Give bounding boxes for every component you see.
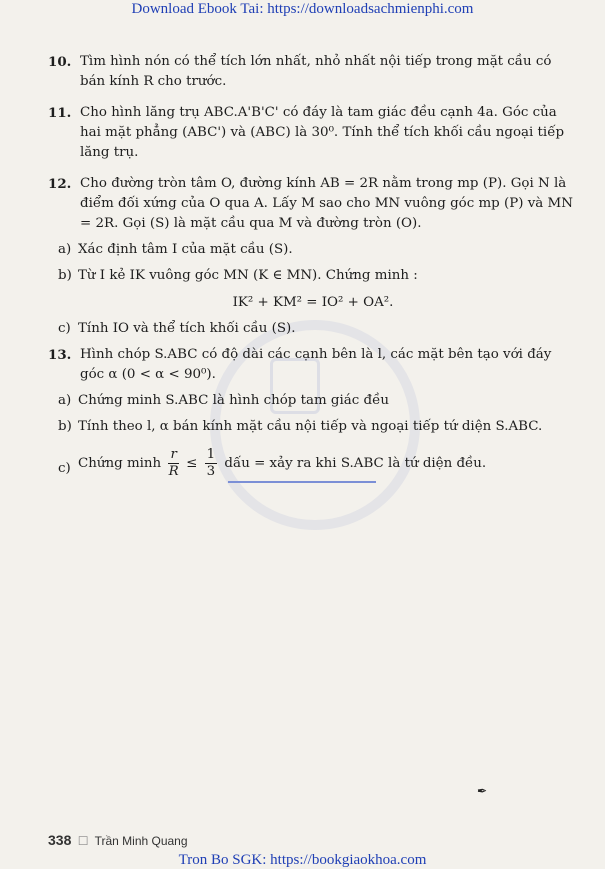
problem-text: Hình chóp S.ABC có độ dài các cạnh bên là l, các mặt bên tạo với đáy góc α (0 < α < 90⁰). <box>80 347 552 382</box>
problem-text: Cho hình lăng trụ ABC.A'B'C' có đáy là tam giác đều cạnh 4a. Góc của hai mặt phẳng (ABC') và (ABC) là 30⁰. Tính thể tích khối cầu ngoại tiếp lăng trụ. <box>80 105 565 160</box>
item-text: Tính IO và thể tích khối cầu (S). <box>78 321 296 336</box>
item-suffix: dấu = xảy ra khi S.ABC là tứ diện đều. <box>224 456 487 471</box>
item-prefix: Chứng minh <box>78 456 162 471</box>
problem-number: 12. <box>48 176 72 192</box>
bookgiaokhoa-link[interactable]: Tron Bo SGK: https://bookgiaokhoa.com <box>178 852 427 868</box>
fraction-one-third <box>205 447 218 480</box>
problem-10 <box>48 52 578 92</box>
item-label: b) <box>58 419 72 434</box>
item-label: c) <box>58 321 71 336</box>
problem-13-item-a <box>48 391 578 411</box>
fraction-r-over-R <box>168 447 178 480</box>
item-text: Chứng minh S.ABC là hình chóp tam giác đều <box>78 393 389 408</box>
item-label: c) <box>58 461 71 476</box>
item-label: a) <box>58 393 72 408</box>
problem-11 <box>48 103 578 163</box>
download-link[interactable]: Download Ebook Tai: https://downloadsachmienphi.com <box>131 1 474 17</box>
fraction-denominator: 3 <box>206 464 216 479</box>
problem-12 <box>48 174 578 234</box>
problem-13-item-b <box>48 417 578 437</box>
fraction-numerator: 1 <box>206 447 216 462</box>
problem-12-item-c <box>48 319 578 339</box>
problem-text: Cho đường tròn tâm O, đường kính AB = 2R nằm trong mp (P). Gọi N là điểm đối xứng của O qua A. Lấy M sao cho MN vuông góc mp (P) và MN = 2R. Gọi (S) là mặt cầu qua M và đường tròn (O). <box>80 176 573 231</box>
item-text: Từ I kẻ IK vuông góc MN (K ∈ MN). Chứng minh : <box>78 268 418 283</box>
problem-number: 11. <box>48 105 72 121</box>
item-label: b) <box>58 268 72 283</box>
decorative-underline <box>228 481 376 483</box>
problem-number: 10. <box>48 54 72 70</box>
problem-13-item-c <box>48 447 578 480</box>
fraction-numerator: r <box>170 447 177 462</box>
item-text: Tính theo l, α bán kính mặt cầu nội tiếp và ngoại tiếp tứ diện S.ABC. <box>78 419 543 434</box>
relation-symbol: ≤ <box>186 456 198 471</box>
page-number: 338 <box>48 832 72 848</box>
problem-text: Tìm hình nón có thể tích lớn nhất, nhỏ nhất nội tiếp trong mặt cầu có bán kính R cho trước. <box>80 54 552 89</box>
problem-number: 13. <box>48 347 72 363</box>
page-content <box>48 52 578 480</box>
problem-12-item-a <box>48 240 578 260</box>
author-name: Trần Minh Quang <box>94 834 188 848</box>
item-text: Xác định tâm I của mặt cầu (S). <box>78 242 293 257</box>
separator-icon: ☐ <box>77 834 89 848</box>
page-footer <box>48 832 188 848</box>
item-label: a) <box>58 242 72 257</box>
equation: IK² + KM² = IO² + OA². <box>232 295 394 310</box>
problem-12-item-b <box>48 266 578 286</box>
pen-mark-icon: ✒ <box>477 784 488 798</box>
fraction-denominator: R <box>168 464 179 479</box>
problem-13 <box>48 345 578 385</box>
